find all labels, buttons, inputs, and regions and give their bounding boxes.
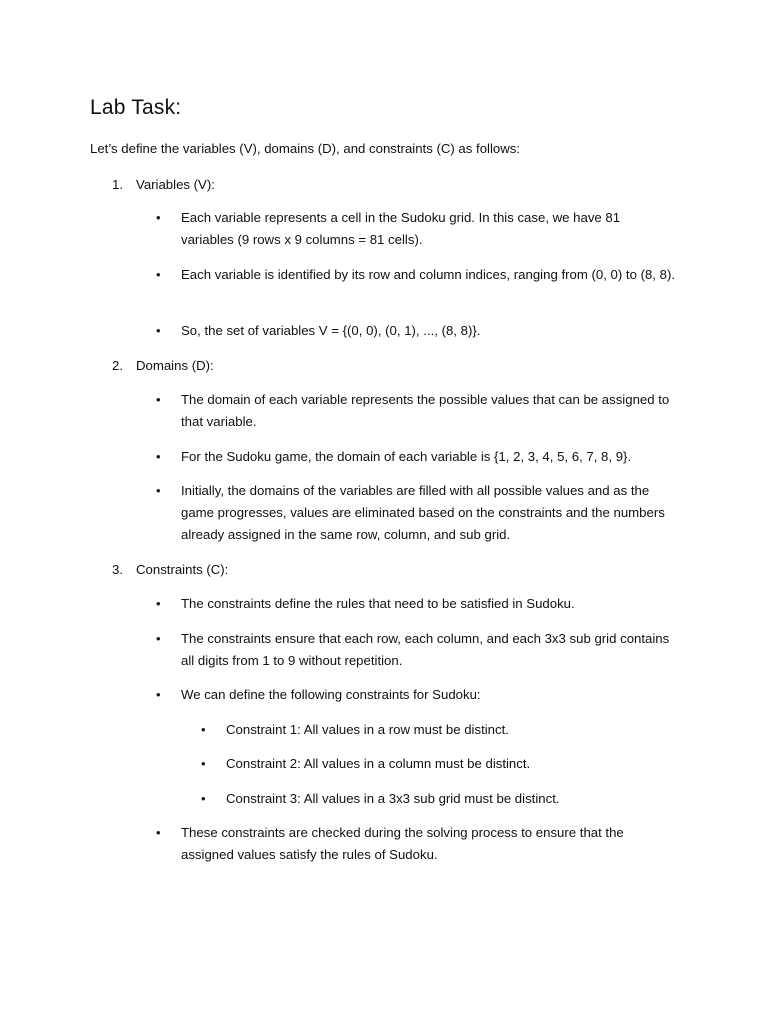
bullet-item	[156, 320, 676, 342]
bullet-item	[156, 822, 676, 866]
bullet-dot: •	[201, 756, 206, 771]
bullet-dot: •	[156, 825, 161, 840]
bullet-text: Each variable is identified by its row and column indices, ranging from (0, 0) to (8, 8).	[181, 267, 676, 282]
sub-bullet-text: Constraint 1: All values in a row must be distinct.	[226, 722, 509, 737]
sub-bullet-item	[201, 753, 681, 775]
section-number: 3.	[112, 562, 123, 577]
sub-bullet-text: Constraint 2: All values in a column must be distinct.	[226, 756, 531, 771]
bullet-text: The constraints ensure that each row, each column, and each 3x3 sub grid contains all digits from 1 to 9 without repetition.	[181, 631, 670, 668]
section-heading-constraints	[112, 560, 228, 580]
sub-bullet-text: Constraint 3: All values in a 3x3 sub grid must be distinct.	[226, 791, 560, 806]
bullet-text: The domain of each variable represents the possible values that can be assigned to that variable.	[181, 392, 670, 429]
bullet-item	[156, 207, 676, 251]
bullet-text: So, the set of variables V = {(0, 0), (0, 1), ..., (8, 8)}.	[181, 323, 481, 338]
bullet-text: We can define the following constraints for Sudoku:	[181, 687, 481, 702]
section-heading-variables	[112, 175, 215, 195]
bullet-dot: •	[201, 791, 206, 806]
bullet-item	[156, 389, 676, 433]
bullet-dot: •	[156, 449, 161, 464]
bullet-dot: •	[156, 483, 161, 498]
bullet-item	[156, 628, 676, 672]
section-heading-domains	[112, 356, 214, 376]
bullet-item	[156, 480, 676, 546]
bullet-item	[156, 593, 676, 615]
intro-paragraph: Let’s define the variables (V), domains (D), and constraints (C) as follows:	[90, 141, 520, 156]
bullet-dot: •	[156, 210, 161, 225]
bullet-item	[156, 684, 676, 706]
bullet-text: Each variable represents a cell in the Sudoku grid. In this case, we have 81 variables (9 rows x 9 columns = 81 cells).	[181, 210, 621, 247]
bullet-dot: •	[156, 323, 161, 338]
bullet-text: For the Sudoku game, the domain of each variable is {1, 2, 3, 4, 5, 6, 7, 8, 9}.	[181, 449, 632, 464]
bullet-dot: •	[156, 392, 161, 407]
bullet-item	[156, 264, 676, 286]
section-number: 1.	[112, 177, 123, 192]
bullet-dot: •	[156, 687, 161, 702]
bullet-item	[156, 446, 676, 468]
bullet-text: These constraints are checked during the solving process to ensure that the assigned values satisfy the rules of Sudoku.	[181, 825, 624, 862]
sub-bullet-item	[201, 788, 681, 810]
bullet-dot: •	[156, 596, 161, 611]
section-heading-text: Variables (V):	[136, 177, 215, 192]
bullet-text: Initially, the domains of the variables are filled with all possible values and as the game progresses, values are eliminated based on the constraints and the numbers already assigned in the same row, column, and sub grid.	[181, 483, 665, 542]
bullet-dot: •	[201, 722, 206, 737]
bullet-dot: •	[156, 267, 161, 282]
page-title: Lab Task:	[90, 96, 182, 119]
section-number: 2.	[112, 358, 123, 373]
bullet-dot: •	[156, 631, 161, 646]
section-heading-text: Domains (D):	[136, 358, 214, 373]
section-heading-text: Constraints (C):	[136, 562, 229, 577]
bullet-text: The constraints define the rules that need to be satisfied in Sudoku.	[181, 596, 575, 611]
sub-bullet-item	[201, 719, 681, 741]
